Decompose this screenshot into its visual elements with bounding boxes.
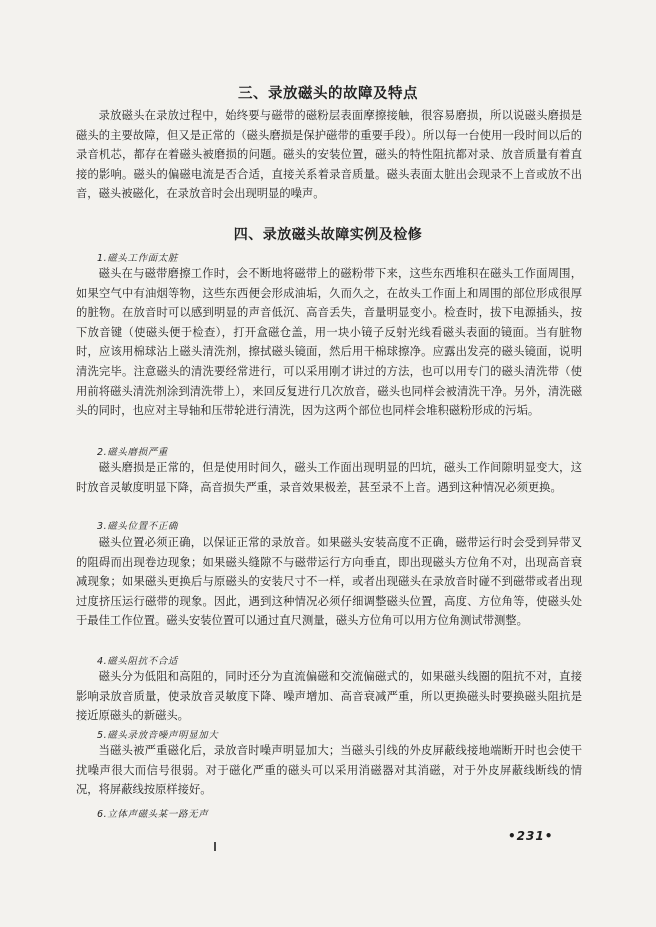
item-5-heading: 5.磁头录放音噪声明显加大	[97, 730, 219, 741]
section-3-title: 三、录放磁头的故障及特点	[238, 86, 418, 102]
item-2-paragraph: 磁头磨损是正常的，但是使用时间久，磁头工作面出现明显的凹坑，磁头工作间隙明显变大，这时放音灵敏度明显下降，高音损失严重，录音效果极差，甚至录不上音。遇到这种情况必须更换。	[76, 461, 582, 494]
item-2-heading: 2.磁头磨损严重	[97, 447, 168, 458]
item-4-heading: 4.磁头阻抗不合适	[97, 656, 178, 667]
page-number: •231•	[508, 829, 554, 843]
item-5-paragraph: 当磁头被严重磁化后，录放音时噪声明显加大；当磁头引线的外皮屏蔽线接地端断开时也会使干扰噪声很大而信号很弱。对于磁化严重的磁头可以采用消磁器对其消磁，对于外皮屏蔽线断线的情况，将屏蔽线按原样接好。	[76, 744, 582, 797]
item-4-paragraph: 磁头分为低阻和高阻的，同时还分为直流偏磁和交流偏磁式的，如果磁头线圈的阻抗不对，直接影响录放音质量，使录放音灵敏度下降、噪声增加、高音衰减严重，所以更换磁头时要换磁头阻抗是接近原磁头的新磁头。	[76, 670, 582, 723]
item-6-heading: 6.立体声磁头某一路无声	[97, 809, 209, 820]
section-4-title: 四、录放磁头故障实例及检修	[233, 227, 423, 243]
item-1-paragraph: 磁头在与磁带磨擦工作时，会不断地将磁带上的磁粉带下来，这些东西堆积在磁头工作面周围，如果空气中有油烟等物，这些东西便会形成油垢，久而久之，在故头工作面上和周围的部位形成很厚的脏物。在放音时可以感到明显的声音低沉、高音丢失，音量明显变小。检查时，拔下电源插头，按下放音键（使磁头便于检查），打开盒磁仓盖，用一块小镜子反射光线看磁头表面的镜面。当有脏物时，应该用棉球沾上磁头清洗剂，擦拭磁头镜面，然后用干棉球擦净。应露出发亮的磁头镜面，说明清洗完毕。注意磁头的清洗要经常进行，可以采用刚才讲过的方法，也可以用专门的磁头清洗带（使用前将磁头清洗剂涂到清洗带上），来回反复进行几次放音，磁头也同样会被清洗干净。另外，清洗磁头的同时，也应对主导轴和压带轮进行清洗，因为这两个部位也同样会堆积磁粉形成的污垢。	[76, 267, 582, 418]
item-3-heading: 3.磁头位置不正确	[97, 521, 178, 532]
section-3-paragraph: 录放磁头在录放过程中，始终要与磁带的磁粉层表面摩擦接触，很容易磨损，所以说磁头磨损是磁头的主要故障，但又是正常的（磁头磨损是保护磁带的重要手段）。所以每一台使用一段时间以后的录音机芯，都存在着磁头被磨损的问题。磁头的安装位置，磁头的特性阻抗都对录、放音质量有着直接的影响。磁头的偏磁电流是否合适，直接关系着录音质量。磁头表面太脏出会现录不上音或放不出音，磁头被磁化，在录放音时会出现明显的噪声。	[76, 109, 582, 201]
item-1-heading: 1.磁头工作面太脏	[97, 253, 178, 264]
item-3-paragraph: 磁头位置必须正确，以保证正常的录放音。如果磁头安装高度不正确，磁带运行时会受到异带叉的阻碍而出现卷边现象；如果磁头缝隙不与磁带运行方向垂直，即出现磁头方位角不对，出现高音衰减现象；如果磁头更换后与原磁头的安装尺寸不一样，或者出现磁头在录放音时碰不到磁带或者出现过度挤压运行磁带的现象。因此，遇到这种情况必须仔细调整磁头位置，高度、方位角等，使磁头处于最佳工作位置。磁头安装位置可以通过直尺测量，磁头方位角可以用方位角测试带测整。	[76, 536, 582, 628]
scan-mark	[214, 842, 216, 851]
